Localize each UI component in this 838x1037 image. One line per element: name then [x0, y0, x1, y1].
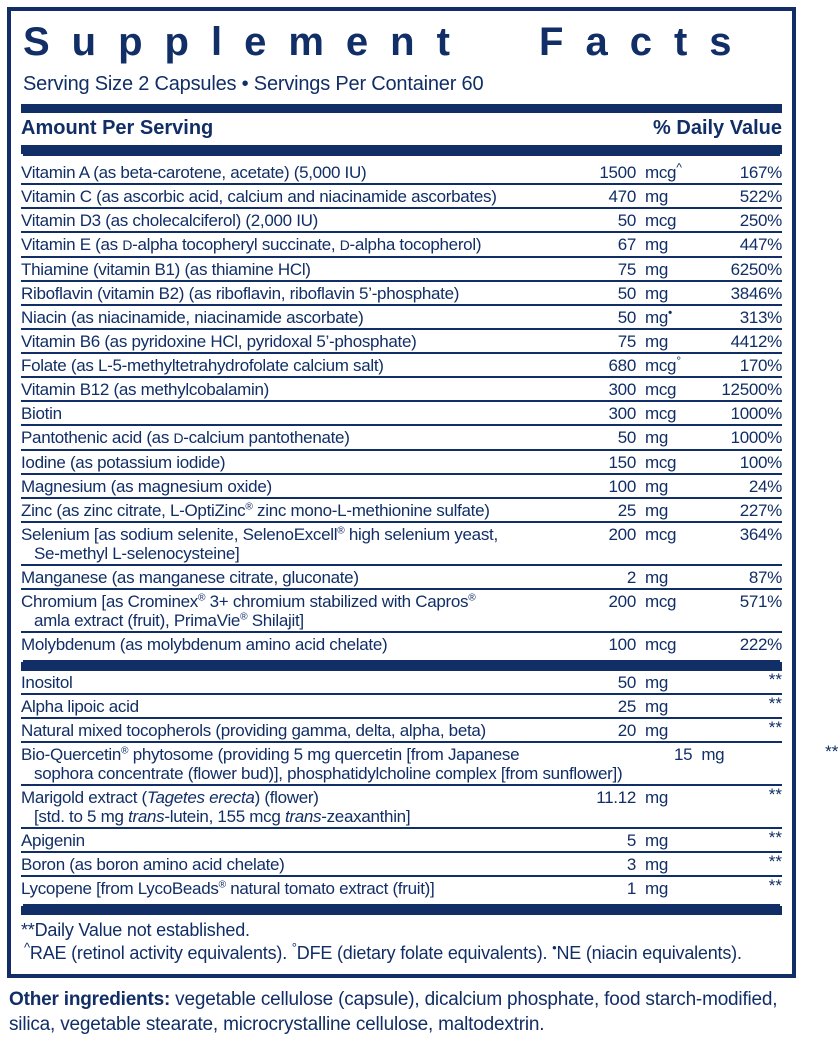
- table-row: [21, 521, 782, 564]
- nutrient-name-line: Vitamin B6 (as pyridoxine HCl, pyridoxal 5’-phosphate): [21, 332, 417, 351]
- amount-unit: mg: [645, 477, 669, 496]
- table-row: [21, 497, 782, 521]
- footnotes: [21, 915, 782, 969]
- daily-value: **: [768, 876, 782, 895]
- nutrient-name: [21, 721, 566, 740]
- table-row: [21, 161, 782, 183]
- table-row: [21, 631, 782, 655]
- nutrient-name: [21, 187, 566, 206]
- nutrient-name: [21, 501, 566, 520]
- amount-value: 3: [626, 855, 636, 874]
- nutrient-name-line: Marigold extract (Tagetes erecta) (flower): [21, 788, 319, 807]
- nutrient-name-line: Niacin (as niacinamide, niacinamide ascorbate): [21, 308, 364, 327]
- daily-value: 3846%: [730, 284, 782, 303]
- nutrient-name-line: Chromium [as Crominex® 3+ chromium stabilized with Capros®: [21, 592, 476, 611]
- amount-value: 15: [674, 745, 693, 764]
- table-row: [21, 588, 782, 631]
- amount-value: 50: [617, 308, 636, 327]
- daily-value: 313%: [739, 308, 782, 327]
- amount-unit: mg: [645, 332, 669, 351]
- daily-value: **: [768, 718, 782, 737]
- table-row: [21, 280, 782, 304]
- amount-unit: mg: [645, 187, 669, 206]
- nutrient-name-line: Pantothenic acid (as D-calcium pantothenate): [21, 428, 350, 447]
- nutrient-name-line: Vitamin C (as ascorbic acid, calcium and niacinamide ascorbates): [21, 187, 497, 206]
- table-row: [21, 449, 782, 473]
- nutrient-name: [21, 788, 566, 826]
- daily-value: 6250%: [730, 260, 782, 279]
- nutrient-name: [21, 163, 566, 182]
- other-ingredients: [9, 987, 794, 1037]
- daily-value: **: [768, 694, 782, 713]
- nutrient-name-line: Molybdenum (as molybdenum amino acid chelate): [21, 635, 388, 654]
- amount-value: 75: [617, 260, 636, 279]
- nutrient-name: [21, 855, 566, 874]
- nutrient-name-line: Biotin: [21, 404, 62, 423]
- amount-unit: mcg: [645, 592, 677, 611]
- daily-value: 170%: [739, 356, 782, 375]
- amount-value: 11.12: [596, 788, 636, 807]
- nutrient-name-continued: Se-methyl L-selenocysteine]: [34, 544, 240, 563]
- daily-value: 24%: [748, 477, 782, 496]
- nutrient-name: [21, 831, 566, 850]
- amount-unit: mcg°: [645, 353, 681, 375]
- nutrient-name-line: Folate (as L-5-methyltetrahydrofolate calcium salt): [21, 356, 384, 375]
- daily-value-header: % Daily Value: [653, 117, 782, 139]
- nutrient-name: [21, 211, 566, 230]
- amount-unit: mg: [645, 697, 669, 716]
- table-row: [21, 875, 782, 899]
- table-row: [21, 256, 782, 280]
- amount-value: 1: [626, 879, 636, 898]
- daily-value: 571%: [739, 592, 782, 611]
- daily-value: **: [768, 785, 782, 804]
- nutrient-name: [21, 453, 566, 472]
- daily-value: **: [768, 852, 782, 871]
- nutrient-name: [21, 525, 566, 563]
- amount-unit: mg: [645, 260, 669, 279]
- daily-value: 100%: [739, 453, 782, 472]
- table-row: [21, 400, 782, 424]
- table-row: [21, 207, 782, 231]
- table-row: [21, 784, 782, 827]
- nutrient-name-continued: amla extract (fruit), PrimaVie® Shilajit]: [34, 611, 304, 630]
- table-row: [21, 827, 782, 851]
- amount-unit: mg: [645, 284, 669, 303]
- table-row: [21, 304, 782, 328]
- amount-unit: mg: [645, 831, 669, 850]
- daily-value: 522%: [739, 187, 782, 206]
- amount-value: 300: [608, 380, 636, 399]
- nutrient-name: [21, 260, 566, 279]
- amount-value: 150: [608, 453, 636, 472]
- table-row: [21, 693, 782, 717]
- daily-value: **: [768, 828, 782, 847]
- nutrient-name-line: Zinc (as zinc citrate, L-OptiZinc® zinc mono-L-methionine sulfate): [21, 501, 490, 520]
- daily-value: 12500%: [721, 380, 782, 399]
- amount-value: 75: [617, 332, 636, 351]
- amount-value: 1500: [599, 163, 636, 182]
- daily-value: **: [768, 670, 782, 689]
- nutrient-name-line: Riboflavin (vitamin B2) (as riboflavin, riboflavin 5’-phosphate): [21, 284, 460, 303]
- nutrient-name: [21, 235, 566, 255]
- daily-value: 167%: [739, 163, 782, 182]
- table-row: [21, 671, 782, 693]
- footnote-equivalents: ^RAE (retinol activity equivalents). °DFE (dietary folate equivalents). •NE (niacin equivalents).: [24, 940, 742, 963]
- amount-value: 25: [617, 697, 636, 716]
- nutrient-name-line: Bio-Quercetin® phytosome (providing 5 mg quercetin [from Japanese: [21, 745, 520, 764]
- amount-value: 100: [608, 635, 636, 654]
- nutrient-name-line: Natural mixed tocopherols (providing gamma, delta, alpha, beta): [21, 721, 486, 740]
- nutrient-name: [21, 697, 566, 716]
- nutrient-name: [21, 356, 566, 375]
- table-row: [21, 424, 782, 449]
- divider-bar-middle: [21, 662, 782, 671]
- nutrient-name-line: Lycopene [from LycoBeads® natural tomato extract (fruit)]: [21, 879, 435, 898]
- amount-value: 470: [608, 187, 636, 206]
- amount-unit: mcg: [645, 635, 677, 654]
- table-row: [21, 231, 782, 256]
- daily-value: 222%: [739, 635, 782, 654]
- nutrient-name: [21, 592, 566, 630]
- nutrient-name: [21, 745, 622, 783]
- amount-value: 100: [608, 477, 636, 496]
- amount-unit: mg: [645, 568, 669, 587]
- amount-unit: mcg: [645, 453, 677, 472]
- nutrient-name: [21, 428, 566, 448]
- table-row: [21, 741, 838, 784]
- daily-value: 364%: [739, 525, 782, 544]
- amount-unit: mcg: [645, 525, 677, 544]
- nutrient-name: [21, 404, 566, 423]
- daily-value: 87%: [748, 568, 782, 587]
- amount-value: 680: [608, 356, 636, 375]
- amount-value: 67: [617, 235, 636, 254]
- amount-unit: mcg: [645, 211, 677, 230]
- nutrient-name-line: Manganese (as manganese citrate, gluconate): [21, 568, 359, 587]
- amount-unit: mg: [645, 879, 669, 898]
- amount-unit: mg•: [645, 305, 673, 327]
- nutrients-no-dv-section: [21, 670, 838, 899]
- table-row: [21, 717, 782, 741]
- amount-unit: mg: [645, 673, 669, 692]
- daily-value: 227%: [739, 501, 782, 520]
- nutrient-name-line: Vitamin E (as D-alpha tocopheryl succinate, D-alpha tocopherol): [21, 235, 482, 254]
- amount-value: 50: [617, 284, 636, 303]
- column-header-row: [21, 113, 782, 145]
- nutrient-name: [21, 879, 566, 898]
- other-ingredients-text: vegetable cellulose (capsule), dicalcium phosphate, food starch-modified, silica, vegetable stearate, microcrystalline cellulose, maltodextrin.: [9, 989, 778, 1035]
- nutrient-name: [21, 308, 566, 327]
- amount-unit: mg: [645, 788, 669, 807]
- nutrient-name-line: Alpha lipoic acid: [21, 697, 139, 716]
- daily-value: 250%: [739, 211, 782, 230]
- nutrient-name-line: Apigenin: [21, 831, 85, 850]
- amount-unit: mcg: [645, 380, 677, 399]
- nutrient-name-line: Inositol: [21, 673, 73, 692]
- table-row: [21, 851, 782, 875]
- nutrient-name: [21, 332, 566, 351]
- amount-value: 5: [626, 831, 636, 850]
- nutrient-name-line: Vitamin B12 (as methylcobalamin): [21, 380, 270, 399]
- supplement-facts-panel: [7, 7, 838, 978]
- amount-value: 25: [617, 501, 636, 520]
- amount-value: 200: [608, 592, 636, 611]
- amount-value: 50: [617, 673, 636, 692]
- nutrient-name: [21, 284, 566, 303]
- nutrient-name: [21, 635, 566, 654]
- table-row: [21, 376, 782, 400]
- amount-value: 200: [608, 525, 636, 544]
- other-ingredients-label: Other ingredients:: [9, 989, 171, 1010]
- daily-value: 1000%: [730, 404, 782, 423]
- amount-unit: mg: [645, 235, 669, 254]
- amount-value: 50: [617, 428, 636, 447]
- table-row: [21, 352, 782, 376]
- divider-bar-bottom: [21, 906, 782, 915]
- nutrient-name-continued: sophora concentrate (flower bud)], phosphatidylcholine complex [from sunflower]): [34, 764, 623, 783]
- daily-value: 1000%: [730, 428, 782, 447]
- panel-title: Supplement Facts: [23, 20, 754, 64]
- nutrient-name-line: Magnesium (as magnesium oxide): [21, 477, 272, 496]
- divider-bar-header: [21, 145, 782, 154]
- nutrient-name-continued: [std. to 5 mg trans-lutein, 155 mcg trans-zeaxanthin]: [34, 807, 411, 826]
- amount-value: 2: [626, 568, 636, 587]
- amount-unit: mcg: [645, 404, 677, 423]
- nutrient-name: [21, 380, 566, 399]
- amount-unit: mg: [645, 428, 669, 447]
- nutrient-name-line: Vitamin D3 (as cholecalciferol) (2,000 IU): [21, 211, 318, 230]
- amount-unit: mg: [645, 501, 669, 520]
- amount-value: 50: [617, 211, 636, 230]
- nutrient-name-line: Iodine (as potassium iodide): [21, 453, 226, 472]
- daily-value: 447%: [739, 235, 782, 254]
- nutrient-name: [21, 673, 566, 692]
- footnote-daily-value: **Daily Value not established.: [21, 920, 250, 940]
- nutrient-name-line: Vitamin A (as beta-carotene, acetate) (5,000 IU): [21, 163, 367, 182]
- daily-value: 4412%: [730, 332, 782, 351]
- amount-value: 20: [617, 721, 636, 740]
- nutrients-with-dv-section: [21, 161, 782, 655]
- nutrient-name-line: Thiamine (vitamin B1) (as thiamine HCl): [21, 260, 311, 279]
- nutrient-name-line: Boron (as boron amino acid chelate): [21, 855, 285, 874]
- serving-info: Serving Size 2 Capsules • Servings Per Container 60: [23, 73, 484, 95]
- amount-unit: mg: [645, 855, 669, 874]
- divider-bar-top: [21, 104, 782, 113]
- amount-unit: mg: [701, 745, 725, 764]
- nutrient-name: [21, 477, 566, 496]
- amount-unit: mcg^: [645, 160, 682, 182]
- table-row: [21, 328, 782, 352]
- amount-per-serving-header: Amount Per Serving: [21, 117, 214, 139]
- table-row: [21, 473, 782, 497]
- table-row: [21, 183, 782, 207]
- daily-value: **: [825, 742, 838, 761]
- amount-unit: mg: [645, 721, 669, 740]
- amount-value: 300: [608, 404, 636, 423]
- table-row: [21, 564, 782, 588]
- nutrient-name: [21, 568, 566, 587]
- nutrient-name-line: Selenium [as sodium selenite, SelenoExcell® high selenium yeast,: [21, 525, 498, 544]
